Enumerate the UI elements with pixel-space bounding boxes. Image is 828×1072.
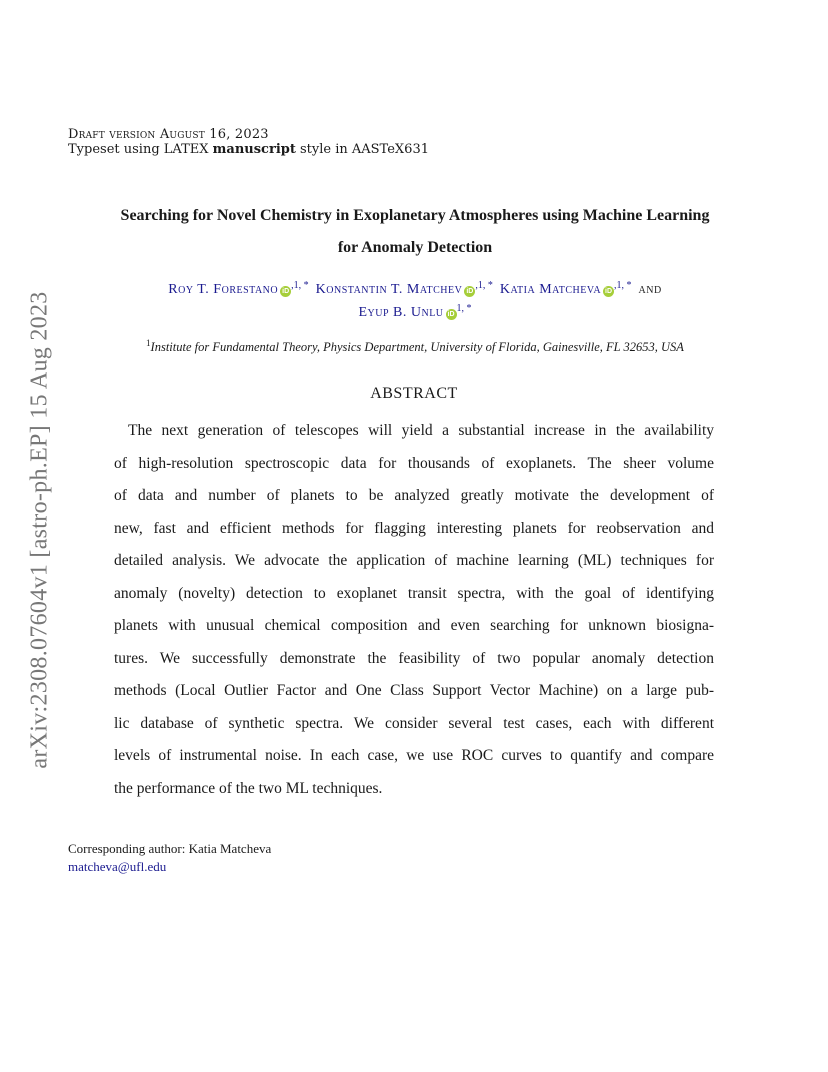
paper-title-line-2: for Anomaly Detection (337, 239, 493, 256)
author-link[interactable]: Roy T. Forestano $iD^{,1, *}$ (168, 280, 309, 297)
orcid-icon[interactable]: iD (605, 288, 613, 295)
author-link[interactable]: Eyup B. Unlu $iD^{1, *}$ (358, 303, 472, 320)
abstract-body (114, 415, 714, 805)
author-link[interactable]: Katia Matcheva $iD^{,1, *}$ (499, 280, 632, 297)
abstract-line: lic database of synthetic spectra. We consider several test cases, each with different (114, 714, 714, 732)
latex-logo: LATEX (163, 142, 209, 157)
orcid-icon[interactable]: iD (447, 311, 455, 318)
abstract-line: levels of instrumental noise. In each case, we use ROC curves to quantify and compare (114, 747, 714, 764)
affiliation: $^1$Institute for Fundamental Theory, Physics Department, University of Florida, Gainesville, FL 32653, USA (146, 338, 684, 355)
and-word: and (638, 282, 662, 297)
abstract-line: planets with unusual chemical composition and even searching for unknown biosigna- (114, 617, 714, 634)
paper-title-line-1: Searching for Novel Chemistry in Exoplanetary Atmospheres using Machine Learning (120, 207, 710, 224)
author-link[interactable]: Konstantin T. Matchev $iD^{,1, *}$ (315, 280, 493, 297)
typeset-line: Typeset using LATEX manuscript style in AASTeX631 (68, 142, 429, 157)
draft-version: Draft version August 16, 2023 (68, 127, 269, 142)
abstract-heading: ABSTRACT (370, 385, 458, 402)
draft-header (68, 127, 429, 157)
correspondence (68, 840, 271, 876)
abstract-line: of high-resolution spectroscopic data for thousands of exoplanets. The sheer volume (114, 454, 714, 472)
orcid-icon[interactable]: iD (466, 288, 474, 295)
arxiv-stamp: arXiv:2308.07604v1 [astro-ph.EP] 15 Aug 2023 (26, 291, 53, 769)
orcid-icon[interactable]: iD (282, 288, 290, 295)
abstract-line: detailed analysis. We advocate the application of machine learning (ML) techniques for (114, 552, 714, 569)
author-line-2 (60, 303, 770, 321)
corresponding-author: Corresponding author: Katia Matcheva (68, 841, 272, 856)
abstract-line: anomaly (novelty) detection to exoplanet transit spectra, with the goal of identifying (114, 584, 714, 602)
abstract-line: of data and number of planets to be analyzed greatly motivate the development of (114, 487, 714, 504)
author-line-1 (60, 280, 770, 298)
abstract-line: The next generation of telescopes will yield a substantial increase in the availability (128, 422, 714, 439)
abstract-line: the performance of the two ML techniques. (114, 779, 383, 797)
abstract-line: tures. We successfully demonstrate the feasibility of two popular anomaly detection (114, 649, 714, 667)
abstract-line: new, fast and efficient methods for flagging interesting planets for reobservation and (114, 519, 714, 537)
email-link[interactable]: matcheva@ufl.edu (68, 859, 167, 874)
abstract-line: methods (Local Outlier Factor and One Class Support Vector Machine) on a large pub- (114, 682, 714, 699)
